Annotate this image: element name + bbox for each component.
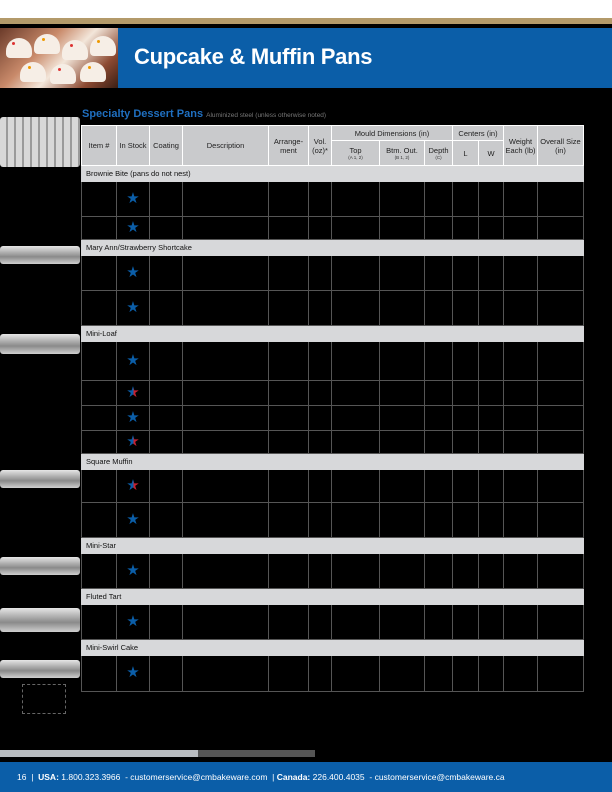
canada-email[interactable]: customerservice@cmbakeware.ca — [374, 772, 505, 782]
col-description: Description — [183, 126, 269, 166]
star-icon: ★ — [126, 383, 140, 401]
star-icon: ★ — [126, 664, 140, 681]
star-icon: ★ — [126, 561, 140, 579]
star-icon: ★ — [126, 432, 140, 450]
col-w: W — [479, 141, 504, 166]
group-label: Brownie Bite (pans do not nest) — [82, 166, 584, 182]
section-note: Aluminized steel (unless otherwise noted) — [206, 112, 327, 119]
canada-phone[interactable]: 226.400.4035 — [312, 772, 365, 782]
col-arrangement: Arrange-ment — [269, 126, 309, 166]
table-row — [82, 503, 584, 538]
group-label: Mini-Loaf — [82, 326, 584, 342]
group-label: Square Muffin — [82, 454, 584, 470]
mini-loaf-pan-image — [0, 334, 80, 354]
group-label: Mini-Swirl Cake — [82, 640, 584, 656]
star-icon: ★ — [126, 476, 140, 494]
table-row — [82, 256, 584, 291]
star-icon: ★ — [126, 510, 140, 528]
group-label: Mary Ann/Strawberry Shortcake — [82, 240, 584, 256]
col-mould: Mould Dimensions (in) — [332, 126, 453, 141]
group-label: Fluted Tart — [82, 589, 584, 605]
section-heading — [82, 108, 326, 120]
table-row — [82, 470, 584, 503]
star-icon: ★ — [126, 189, 140, 207]
gold-rule — [0, 18, 612, 24]
col-l: L — [453, 141, 479, 166]
group-label: Mini-Star — [82, 538, 584, 554]
table-row — [82, 291, 584, 326]
mini-swirl-pan-image — [0, 660, 80, 678]
square-muffin-pan-image — [0, 470, 80, 488]
col-overall: Overall Size (in) — [538, 126, 584, 166]
section-title: Specialty Dessert Pans — [82, 108, 204, 120]
col-weight: Weight Each (lb) — [504, 126, 538, 166]
table-row — [82, 605, 584, 640]
table-row — [82, 182, 584, 217]
footer-bar-light — [0, 750, 198, 757]
table-row — [82, 554, 584, 589]
footer — [0, 762, 612, 792]
table-row — [82, 342, 584, 381]
page-title: Cupcake & Muffin Pans — [134, 44, 373, 69]
footer-bar-dark — [198, 750, 315, 757]
col-in-stock: In Stock — [117, 126, 150, 166]
top-margin — [0, 0, 612, 18]
col-coating: Coating — [150, 126, 183, 166]
star-icon: ★ — [126, 298, 140, 316]
table-row — [82, 217, 584, 240]
star-icon: ★ — [126, 612, 140, 630]
star-icon: ★ — [126, 408, 140, 426]
col-centers: Centers (in) — [453, 126, 504, 141]
col-item: Item # — [82, 126, 117, 166]
usa-email[interactable]: customerservice@cmbakeware.com — [130, 772, 268, 782]
col-depth: Depth (C) — [425, 141, 453, 166]
cupcake-photo — [0, 28, 118, 88]
col-top: Top (A 1, 2) — [332, 141, 380, 166]
col-btm: Btm. Out. (B 1, 2) — [380, 141, 425, 166]
table-row — [82, 431, 584, 454]
table-row — [82, 381, 584, 406]
fluted-tart-pan-image — [0, 608, 80, 632]
star-icon: ★ — [126, 218, 140, 236]
brownie-bite-pan-image — [0, 117, 80, 167]
star-icon: ★ — [126, 263, 140, 281]
dimension-diagram — [22, 684, 66, 714]
footer-contact: 16 | USA: 1.800.323.3966 - customerservice@cmbakeware.com | Canada: 226.400.4035 - customerservice@cmbakeware.ca — [17, 772, 505, 782]
shortcake-pan-image — [0, 246, 80, 264]
usa-phone[interactable]: 1.800.323.3966 — [61, 772, 121, 782]
table-row — [82, 656, 584, 692]
mini-star-pan-image — [0, 557, 80, 575]
spec-table — [81, 125, 584, 692]
col-vol: Vol. (oz)* — [309, 126, 332, 166]
star-icon: ★ — [126, 351, 140, 369]
table-row — [82, 406, 584, 431]
page-number: 16 — [17, 772, 27, 782]
